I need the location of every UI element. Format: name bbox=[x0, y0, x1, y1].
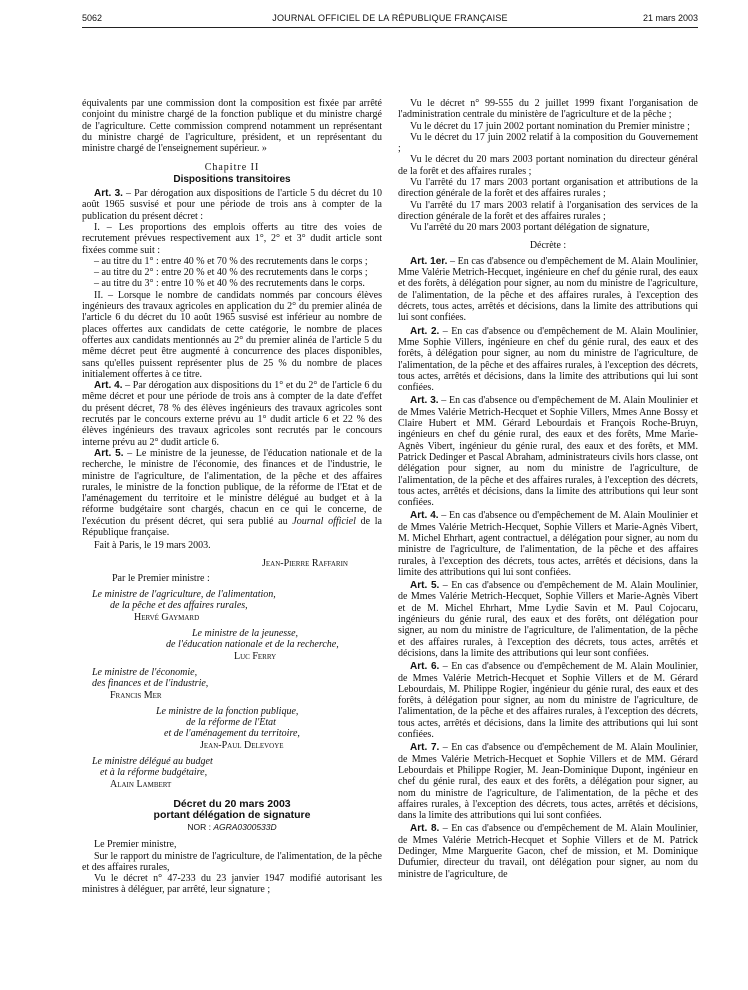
signature-block-civil-service: Le ministre de la fonction publique, de la réforme de l'Etat et de l'aménagement du territoire, Jean-Paul Delevoye bbox=[82, 706, 382, 751]
signature-block-budget: Le ministre délégué au budget et à la réforme budgétaire, Alain Lambert bbox=[82, 756, 382, 790]
visa-2003-director: Vu le décret du 20 mars 2003 portant nomination du directeur général de la forêt et des affaires rurales ; bbox=[398, 154, 698, 177]
prime-minister-name: Jean-Pierre Raffarin bbox=[262, 557, 348, 569]
signature-date: Fait à Paris, le 19 mars 2003. bbox=[94, 540, 211, 552]
issue-date: 21 mars 2003 bbox=[642, 13, 698, 23]
article-4: Art. 4. – Par dérogation aux dispositions du 1° et du 2° de l'article 6 du même décret et pour une période de trois ans à compter de la date d'effet du présent décret, 78 % des élèves ingénieurs des travaux agricoles sont recrutés par le concours externe prévu au 1° dudit article 6 et 22 % des élèves ingénieurs des travaux agricoles sont recrutés par le concours interne prévu au 2° dudit article 6. bbox=[82, 380, 382, 448]
signature-block-education: Le ministre de la jeunesse, de l'éducation nationale et de la recherche, Luc Ferry bbox=[82, 628, 382, 662]
article-3-dash-1: – au titre du 1° : entre 40 % et 70 % des recrutements dans le corps ; bbox=[94, 255, 368, 267]
signatory-name: Luc Ferry bbox=[234, 650, 277, 662]
article-4-label: Art. 4. bbox=[94, 380, 123, 392]
article-3-section-2: II. – Lorsque le nombre de candidats nommés par concours élèves ingénieurs des travaux agricoles en application du 2° du premier alinéa de l'article 6 du décret du 10 août 1965 susvisé est inférieur au nombre de places offertes aux candidats de cette catégorie, le nombre de places offertes aux candidats mentionnés au 2° du premier alinéa de l'article 5 du même décret peut être augmenté à concurrence des places disponibles, sans qu'elles puissent représenter plus de 25 % du nombre de places initialement offertes à ce titre. bbox=[82, 289, 382, 380]
article-5: Art. 5. – Le ministre de la jeunesse, de l'éducation nationale et de la recherche, le ministre de l'économie, des finances et de l'industrie, le ministre de l'agriculture, de l'alimentation, de la pêche et des affaires rurales, le ministre de la fonction publique, de la réforme de l'Etat et de l'aménagement du territoire et le ministre délégué au budget et à la réforme budgétaire sont chargés, chacun en ce qui le concerne, de l'exécution du présent décret, qui sera publié au Journal officiel de la République française. bbox=[82, 447, 382, 538]
visa-2002-pm: Vu le décret du 17 juin 2002 portant nomination du Premier ministre ; bbox=[410, 120, 690, 132]
article-5-label: Art. 5. bbox=[94, 447, 124, 459]
article-1: Art. 1er. – En cas d'absence ou d'empêchement de M. Alain Moulinier, Mme Valérie Metrich-Hecquet, ingénieure en chef du génie rural, des eaux et des forêts, à délégation pour signer, au nom du ministre de l'agriculture, de l'alimentation, de la pêche et des affaires rurales, à l'exception des décrets, tous actes, arrêtés et décisions, dans la limite des attributions qui lui sont confiées. bbox=[398, 255, 698, 324]
visa-2002-gov: Vu le décret du 17 juin 2002 relatif à la composition du Gouvernement ; bbox=[398, 131, 698, 155]
article-4-right: Art. 4. – En cas d'absence ou d'empêchement de M. Alain Moulinier et de Mmes Valérie Metrich-Hecquet, Sophie Villers et Marie-Agnès Vibert, M. Michel Ehrhart, agent contractuel, a délégation pour signer, au nom du ministre de l'agriculture, de l'alimentation, de la pêche et des affaires rurales, à l'exception des décrets, tous actes, arrêtés et décisions, dans la limite des attributions qui lui sont confiées. bbox=[398, 510, 698, 578]
article-7-right: Art. 7. – En cas d'absence ou d'empêchement de M. Alain Moulinier, de Mmes Valérie Metrich-Hecquet et Sophie Villers et de MM. Gérard Lebourdais et Philippe Rogier, M. Jean-Dominique Dupont, ingénieur en chef du génie rural, des eaux et des forêts, a délégation pour signer, au nom du ministre de l'agriculture, de l'alimentation, de la pêche et des affaires rurales, à l'exception des décrets, tous actes, arrêtés et décisions, dans la limite des attributions qui lui sont confiées. bbox=[398, 742, 698, 822]
article-5-right: Art. 5. – En cas d'absence ou d'empêchement de M. Alain Moulinier, de Mmes Valérie Metrich-Hecquet, Sophie Villers et Marie-Agnès Vibert et de M. Michel Ehrhart, Mme Lydie Savin et M. Paul Cojocaru, ingénieurs du génie rural, des eaux et des forêts, ont délégation pour signer, au nom du ministre de l'agriculture, de l'alimentation, de la pêche et des affaires rurales, à l'exception des décrets, tous actes, arrêtés et décisions, dans la limite des attributions qui leur sont confiées. bbox=[398, 580, 698, 659]
article-8-right: Art. 8. – En cas d'absence ou d'empêchement de M. Alain Moulinier, de Mmes Valérie Metrich-Hecquet et Sophie Villers et de M. Patrick Dedinger, Mme Marguerite Gacon, chef de mission, et M. Dominique Dufumier, directeur du travail, ont délégation pour signer, au nom du ministre de l'agriculture, de bbox=[398, 823, 698, 880]
signatory-name: Hervé Gaymard bbox=[134, 611, 200, 623]
article-3-label: Art. 3. bbox=[94, 188, 123, 200]
visa-arrete-delegation: Vu l'arrêté du 20 mars 2003 portant délégation de signature, bbox=[410, 222, 650, 234]
chapter-heading: Chapitre II bbox=[204, 162, 260, 174]
visa-1947: Vu le décret n° 47-233 du 23 janvier 1947 modifié autorisant les ministres à déléguer, par arrêté, leur signature ; bbox=[82, 873, 382, 896]
decree-title: Décret du 20 mars 2003 portant délégation de signature bbox=[153, 797, 311, 822]
visa-1999: Vu le décret n° 99-555 du 2 juillet 1999 fixant l'organisation de l'administration centrale du ministère de l'agriculture et de la pêche ; bbox=[398, 98, 698, 121]
visa-report: Sur le rapport du ministre de l'agriculture, de l'alimentation, de la pêche et des affaires rurales, bbox=[82, 850, 382, 873]
intro-paragraph: équivalents par une commission dont la composition est fixée par arrêté conjoint du ministre chargé de la fonction publique et du ministre chargé de l'agriculture. Cette commission comprend notamment un représentant du ministre chargé de l'agriculture, président, et un représentant du ministre chargé de l'enseignement supérieur. » bbox=[82, 98, 382, 155]
page-header bbox=[82, 13, 698, 28]
signatory-name: Alain Lambert bbox=[110, 778, 172, 790]
article-3-right: Art. 3. – En cas d'absence ou d'empêchement de M. Alain Moulinier et de Mmes Valérie Metrich-Hecquet et Sophie Villers, Mmes Anne Bossy et Claire Hubert et MM. Gérard Lebourdais et François Roche-Bruyn, ingénieurs en chef du génie rural, des eaux et des forêts, Mme Marie-Agnès Vibert, ingénieur du génie rural, des eaux et des forêts, et MM. Patrick Dedinger et Pascal Abraham, administrateurs civils hors classe, ont délégation pour signer, au nom du ministre de l'agriculture, de l'alimentation, de la pêche et des affaires rurales, à l'exception des décrets, tous actes, arrêtés et décisions, dans la limite des attributions qui leur sont confiées. bbox=[398, 395, 698, 509]
article-3-section-1: I. – Les proportions des emplois offerts au titre des voies de recrutement prévues respectivement aux 1°, 2° et 3° dudit article sont fixées comme suit : bbox=[82, 221, 382, 256]
article-3-dash-3: – au titre du 3° : entre 10 % et 40 % des recrutements dans le corps. bbox=[94, 278, 365, 290]
right-column bbox=[398, 98, 698, 976]
decrete-heading: Décrète : bbox=[529, 239, 567, 251]
visa-arrete-services: Vu l'arrêté du 17 mars 2003 relatif à l'organisation des services de la direction générale de la forêt et des affaires rurales ; bbox=[398, 199, 698, 222]
signatory-name: Francis Mer bbox=[110, 689, 162, 701]
signature-block-economy: Le ministre de l'économie, des finances et de l'industrie, Francis Mer bbox=[82, 667, 382, 701]
chapter-title: Dispositions transitoires bbox=[173, 173, 291, 185]
signature-intro: Par le Premier ministre : bbox=[112, 572, 210, 584]
text-columns bbox=[82, 98, 698, 976]
article-3-dash-2: – au titre du 2° : entre 20 % et 40 % des recrutements dans le corps ; bbox=[94, 267, 368, 279]
nor-reference: NOR : AGRA0300533D bbox=[187, 821, 277, 832]
signature-block-agriculture: Le ministre de l'agriculture, de l'alimentation, de la pêche et des affaires rurales, Hervé Gaymard bbox=[82, 589, 382, 623]
visa-arrete-organisation: Vu l'arrêté du 17 mars 2003 portant organisation et attributions de la direction générale de la forêt et des affaires rurales ; bbox=[398, 177, 698, 200]
article-6-right: Art. 6. – En cas d'absence ou d'empêchement de M. Alain Moulinier, de Mmes Valérie Metrich-Hecquet et Sophie Villers et de M. Gérard Lebourdais, M. Philippe Rogier, ingénieur du génie rural, des eaux et des forêts, à délégation pour signer, au nom du ministre de l'agriculture, de l'alimentation, de la pêche et des affaires rurales, à l'exception des décrets, tous actes, arrêtés et décisions, dans la limite des attributions qui lui sont confiées. bbox=[398, 661, 698, 741]
page-number: 5062 bbox=[82, 13, 103, 23]
left-column bbox=[82, 98, 382, 976]
article-3: Art. 3. – Par dérogation aux dispositions de l'article 5 du décret du 10 août 1965 susvisé et pour une période de trois ans à compter de la publication du présent décret : bbox=[82, 188, 382, 222]
signatory-name: Jean-Paul Delevoye bbox=[200, 739, 284, 751]
journal-title: JOURNAL OFFICIEL DE LA RÉPUBLIQUE FRANÇAISE bbox=[272, 13, 508, 23]
article-2: Art. 2. – En cas d'absence ou d'empêchement de M. Alain Moulinier, Mme Sophie Villers, ingénieure en chef du génie rural, des eaux et des forêts, à délégation pour signer, au nom du ministre de l'agriculture, de l'alimentation, de la pêche et des affaires rurales, à l'exception des décrets, tous actes, arrêtés et décisions, dans la limite des attributions qui lui sont confiées. bbox=[398, 325, 698, 394]
prime-minister-line: Le Premier ministre, bbox=[94, 839, 177, 851]
